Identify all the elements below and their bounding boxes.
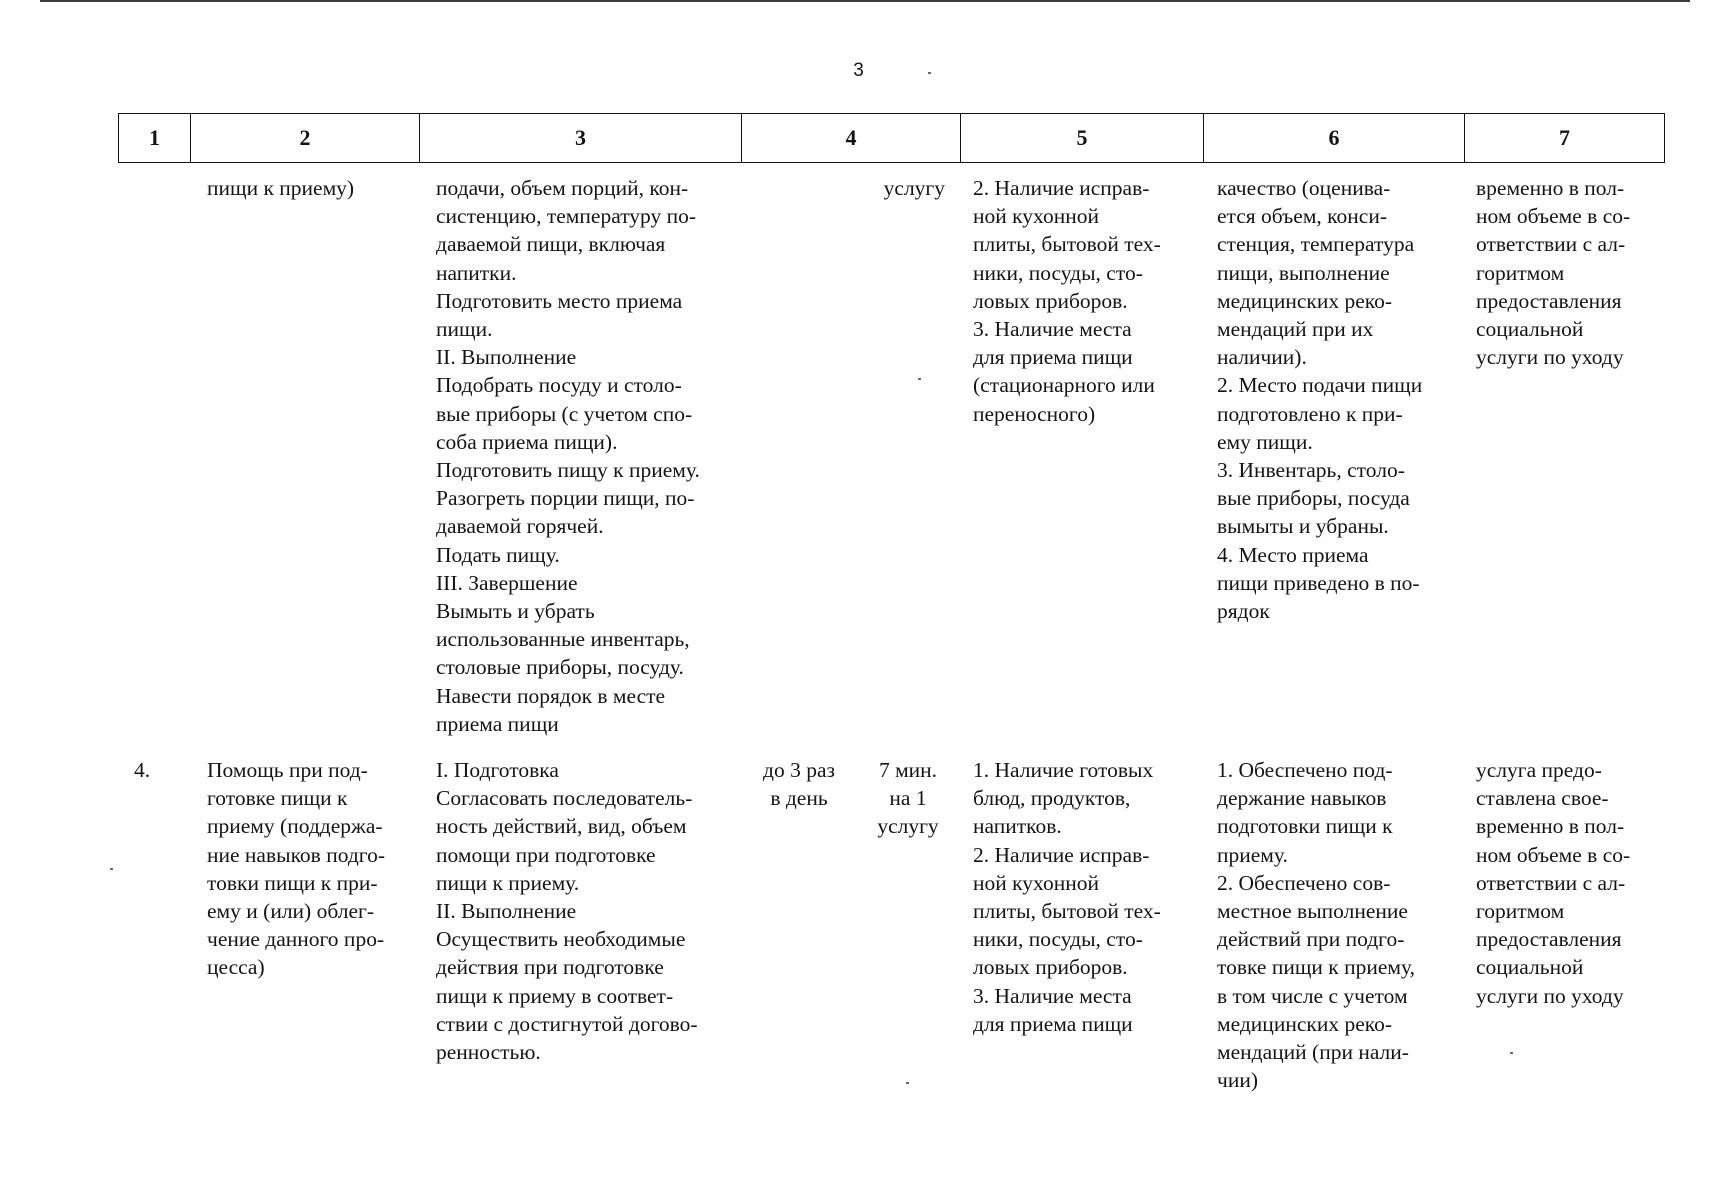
- scan-speck: [928, 72, 931, 74]
- scan-speck: [918, 378, 921, 380]
- row4-actions: I. Подготовка Согласовать последователь- ность действий, вид, объем помощи при подготовке пищи к приему. II. Выполнение Осуществить необходимые действия при подготовке пищи к приему в соответ- ствии с достигнутой догово- ренностью.: [436, 758, 698, 1065]
- cont-row-result: временно в пол- ном объеме в со- ответствии с ал- горитмом предоставления социальной услуги по уходу: [1476, 176, 1631, 370]
- cont-row-duration: услугу: [883, 176, 945, 200]
- cont-row-actions: подачи, объем порций, кон- систенцию, температуру по- даваемой пищи, включая напитки. Подготовить место приема пищи. II. Выполнение Подобрать посуду и столо- вые приборы (с учетом спо- соба приема пищи). Подготовить пищу к приему. Разогреть порции пищи, по- даваемой горячей. Подать пищу. III. Завершение Вымыть и убрать использованные инвентарь, столовые приборы, посуду. Навести порядок в месте приема пищи: [436, 176, 700, 736]
- header-col-3: 3: [420, 114, 742, 162]
- page-number: 3: [853, 60, 864, 81]
- header-col-1: 1: [119, 114, 191, 162]
- row4-conditions: 1. Наличие готовых блюд, продуктов, напитков. 2. Наличие исправ- ной кухонной плиты, бытовой тех- ники, посуды, сто- ловых приборов. 3. Наличие места для приема пищи: [973, 758, 1161, 1036]
- row4-frequency: до 3 раз в день: [763, 758, 835, 811]
- scan-edge-line: [40, 0, 1690, 2]
- scan-speck: [1510, 1052, 1513, 1054]
- header-col-5: 5: [961, 114, 1204, 162]
- row4-service-name: Помощь при под- готовке пищи к приему (поддержа- ние навыков подго- товки пищи к при- ему и (или) облег- чение данного про- цесса): [207, 758, 385, 980]
- cont-row-quality-criteria: качество (оценива- ется объем, конси- стенция, температура пищи, выполнение медицинских реко- мендаций при их наличии). 2. Место подачи пищи подготовлено к при- ему пищи. 3. Инвентарь, столо- вые приборы, посуда вымыты и убраны. 4. Место приема пищи приведено в по- рядок: [1217, 176, 1423, 624]
- header-col-7: 7: [1559, 125, 1570, 150]
- header-col-4: 4: [742, 114, 961, 162]
- header-col-2: 2: [191, 114, 420, 162]
- scan-speck: [906, 1082, 909, 1084]
- row4-duration: 7 мин. на 1 услугу: [877, 758, 939, 839]
- header-col-6: 6: [1204, 114, 1465, 162]
- table-header-row: [118, 113, 1665, 163]
- row4-number: 4.: [134, 758, 151, 782]
- row4-quality-criteria: 1. Обеспечено под- держание навыков подготовки пищи к приему. 2. Обеспечено сов- местное выполнение действий при подго- товке пищи к приему, в том числе с учетом медицинских реко- мендаций (при нали- чии): [1217, 758, 1415, 1093]
- cont-row-conditions: 2. Наличие исправ- ной кухонной плиты, бытовой тех- ники, посуды, сто- ловых приборов. 3. Наличие места для приема пищи (стационарного или переносного): [973, 176, 1161, 426]
- scan-speck: [110, 868, 113, 870]
- cont-row-service-name: пищи к приему): [207, 176, 355, 200]
- row4-result: услуга предо- ставлена свое- временно в пол- ном объеме в со- ответствии с ал- горитмом предоставления социальной услуги по уходу: [1476, 758, 1631, 1008]
